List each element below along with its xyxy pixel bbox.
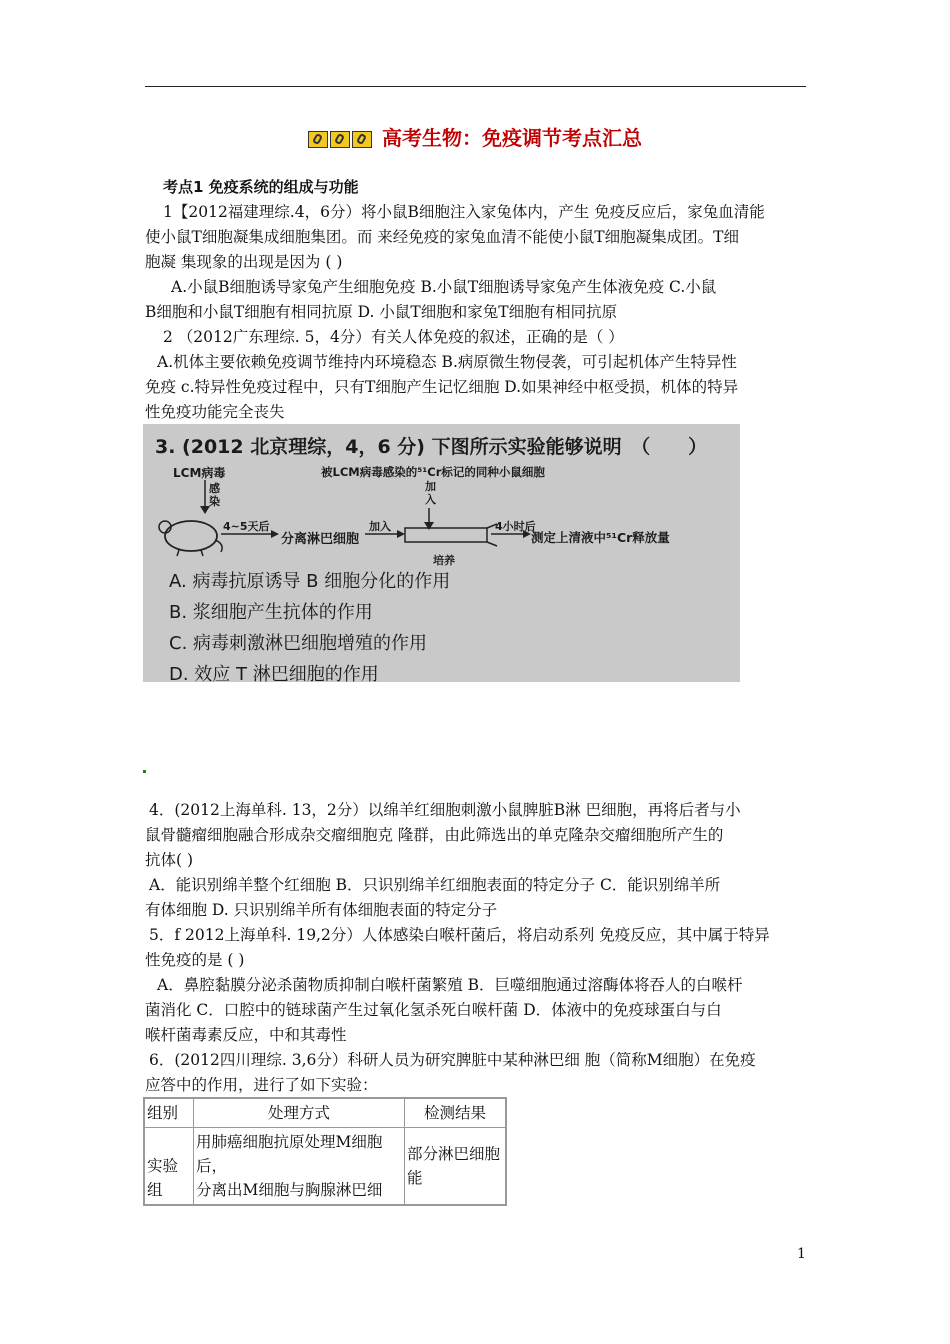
method-line: 分离出M细胞与胸腺淋巴细: [196, 1181, 383, 1199]
add-label-vertical: 加入: [425, 480, 436, 506]
q3-option-a: A. 病毒抗原诱导 B 细胞分化的作用: [169, 571, 451, 592]
q2-option-line: 免疫 c.特异性免疫过程中，只有T细胞产生记忆细胞 D.如果神经中枢受损，机体的特异: [145, 378, 739, 396]
method-line: 用肺癌细胞抗原处理M细胞: [196, 1133, 383, 1151]
table-cell-group: 实验组: [144, 1128, 194, 1206]
table-header-cell: 检测结果: [405, 1098, 507, 1128]
add-down-arrow-head: [424, 522, 434, 530]
q6-line: 6．(2012四川理综. 3,6分）科研人员为研究脾脏中某种淋巴细 胞（简称M细胞）在免疫: [149, 1051, 756, 1069]
infect-label: 感染: [209, 482, 220, 508]
section-continued: [145, 798, 807, 1098]
table-row: [144, 1128, 506, 1206]
q1-line: 1【2012福建理综.4，6分）将小鼠B细胞注入家兔体内，产生 免疫反应后，家兔血清能: [163, 203, 765, 221]
question-5: [145, 923, 807, 1048]
paperclip-icon: [308, 131, 328, 148]
scan-speck: [143, 770, 146, 773]
q3-option-c: C. 病毒刺激淋巴细胞增殖的作用: [169, 633, 428, 654]
q4-line: 抗体( ): [145, 851, 194, 869]
q5-option-line: 喉杆菌毒素反应，中和其毒性: [145, 1026, 347, 1044]
q3-option-b: B. 浆细胞产生抗体的作用: [169, 602, 373, 623]
mouse-icon: [159, 521, 222, 556]
q1-option-line: B细胞和小鼠T细胞有相同抗原 D. 小鼠T细胞和家兔T细胞有相同抗原: [145, 303, 618, 321]
page-number: 1: [797, 1246, 806, 1262]
table-cell-result: [405, 1128, 507, 1206]
paperclip-icon: [330, 131, 350, 148]
q5-line: 5．f 2012上海单科. 19,2分）人体感染白喉杆菌后，将启动系列 免疫反应，其中属于特异: [149, 926, 770, 944]
infect-arrow-head: [200, 506, 210, 514]
q4-line: 鼠骨髓瘤细胞融合形成杂交瘤细胞克 隆群，由此筛选出的单克隆杂交瘤细胞所产生的: [145, 826, 724, 844]
add-label: 加入: [369, 520, 391, 533]
q1-line: 使小鼠T细胞凝集成细胞集团。而 来经免疫的家兔血清不能使小鼠T细胞凝集成团。T细: [145, 228, 739, 246]
table-header-cell: 组别: [144, 1098, 194, 1128]
q2-option-line: A.机体主要依赖免疫调节维持内环境稳态 B.病原微生物侵袭，可引起机体产生特异性: [157, 353, 737, 371]
q3-option-d: D. 效应 T 淋巴细胞的作用: [169, 664, 379, 682]
q4-option-line: A．能识别绵羊整个红细胞 B．只识别绵羊红细胞表面的特定分子 C．能识别绵羊所: [149, 876, 721, 894]
question-4: [145, 798, 807, 923]
add-arrow-head: [397, 530, 405, 538]
method-line: 后，: [196, 1157, 228, 1175]
culture-label: 培养: [433, 554, 455, 567]
days-arrow-head: [271, 530, 279, 538]
q1-option-line: A.小鼠B细胞诱导家兔产生细胞免疫 B.小鼠T细胞诱导家兔产生体液免疫 C.小鼠: [171, 278, 717, 296]
paperclip-icon: [352, 131, 372, 148]
q4-option-line: 有体细胞 D. 只识别绵羊所有体细胞表面的特定分子: [145, 901, 498, 919]
section-1: [145, 175, 807, 425]
result-line: 部分淋巴细胞: [407, 1145, 501, 1163]
cells-label: 被LCM病毒感染的⁵¹Cr标记的同种小鼠细胞: [321, 465, 545, 479]
q3-stem: 3. (2012 北京理综，4，6 分) 下图所示实验能够说明 （ ）: [155, 436, 708, 458]
days-label: 4~5天后: [223, 520, 270, 533]
header-rule: [145, 86, 806, 87]
q5-line: 性免疫的是 ( ): [145, 951, 245, 969]
q6-line: 应答中的作用，进行了如下实验：: [145, 1076, 378, 1094]
result-line: 能: [407, 1169, 423, 1187]
q5-option-line: A．鼻腔黏膜分泌杀菌物质抑制白喉杆菌繁殖 B．巨噬细胞通过溶酶体将吞人的白喉杆: [157, 976, 743, 994]
title-text: 高考生物：免疫调节考点汇总: [382, 126, 642, 150]
q2-line: 2 （2012广东理综. 5，4分）有关人体免疫的叙述，正确的是（ ）: [163, 328, 624, 346]
q3-options: [169, 566, 450, 682]
separate-label: 分离淋巴细胞: [281, 532, 360, 547]
question-2: [145, 325, 807, 425]
table-header-cell: 处理方式: [194, 1098, 405, 1128]
measure-label: 测定上清液中⁵¹Cr释放量: [531, 530, 670, 545]
q1-line: 胞凝 集现象的出现是因为 ( ): [145, 253, 343, 271]
q5-option-line: 菌消化 C．口腔中的链球菌产生过氧化氢杀死白喉杆菌 D．体液中的免疫球蛋白与白: [145, 1001, 722, 1019]
table-header-row: [144, 1098, 506, 1128]
title-icons: [308, 129, 374, 153]
question-6: [145, 1048, 807, 1098]
section-heading: 考点1 免疫系统的组成与功能: [163, 178, 359, 196]
q2-option-line: 性免疫功能完全丧失: [145, 403, 285, 421]
page-title: [0, 122, 950, 153]
experiment-table: [143, 1097, 507, 1206]
hours-label: 4小时后: [495, 520, 536, 533]
culture-tube-icon: [405, 524, 497, 546]
question-3-scanned-figure: [143, 424, 740, 682]
virus-label: LCM病毒: [173, 466, 226, 480]
q4-line: 4．(2012上海单科. 13，2分）以绵羊红细胞刺激小鼠脾脏B淋 巴细胞，再将后者与小: [149, 801, 741, 819]
hours-arrow-head: [523, 530, 531, 538]
question-1: [145, 200, 807, 325]
table-cell-method: [194, 1128, 405, 1206]
